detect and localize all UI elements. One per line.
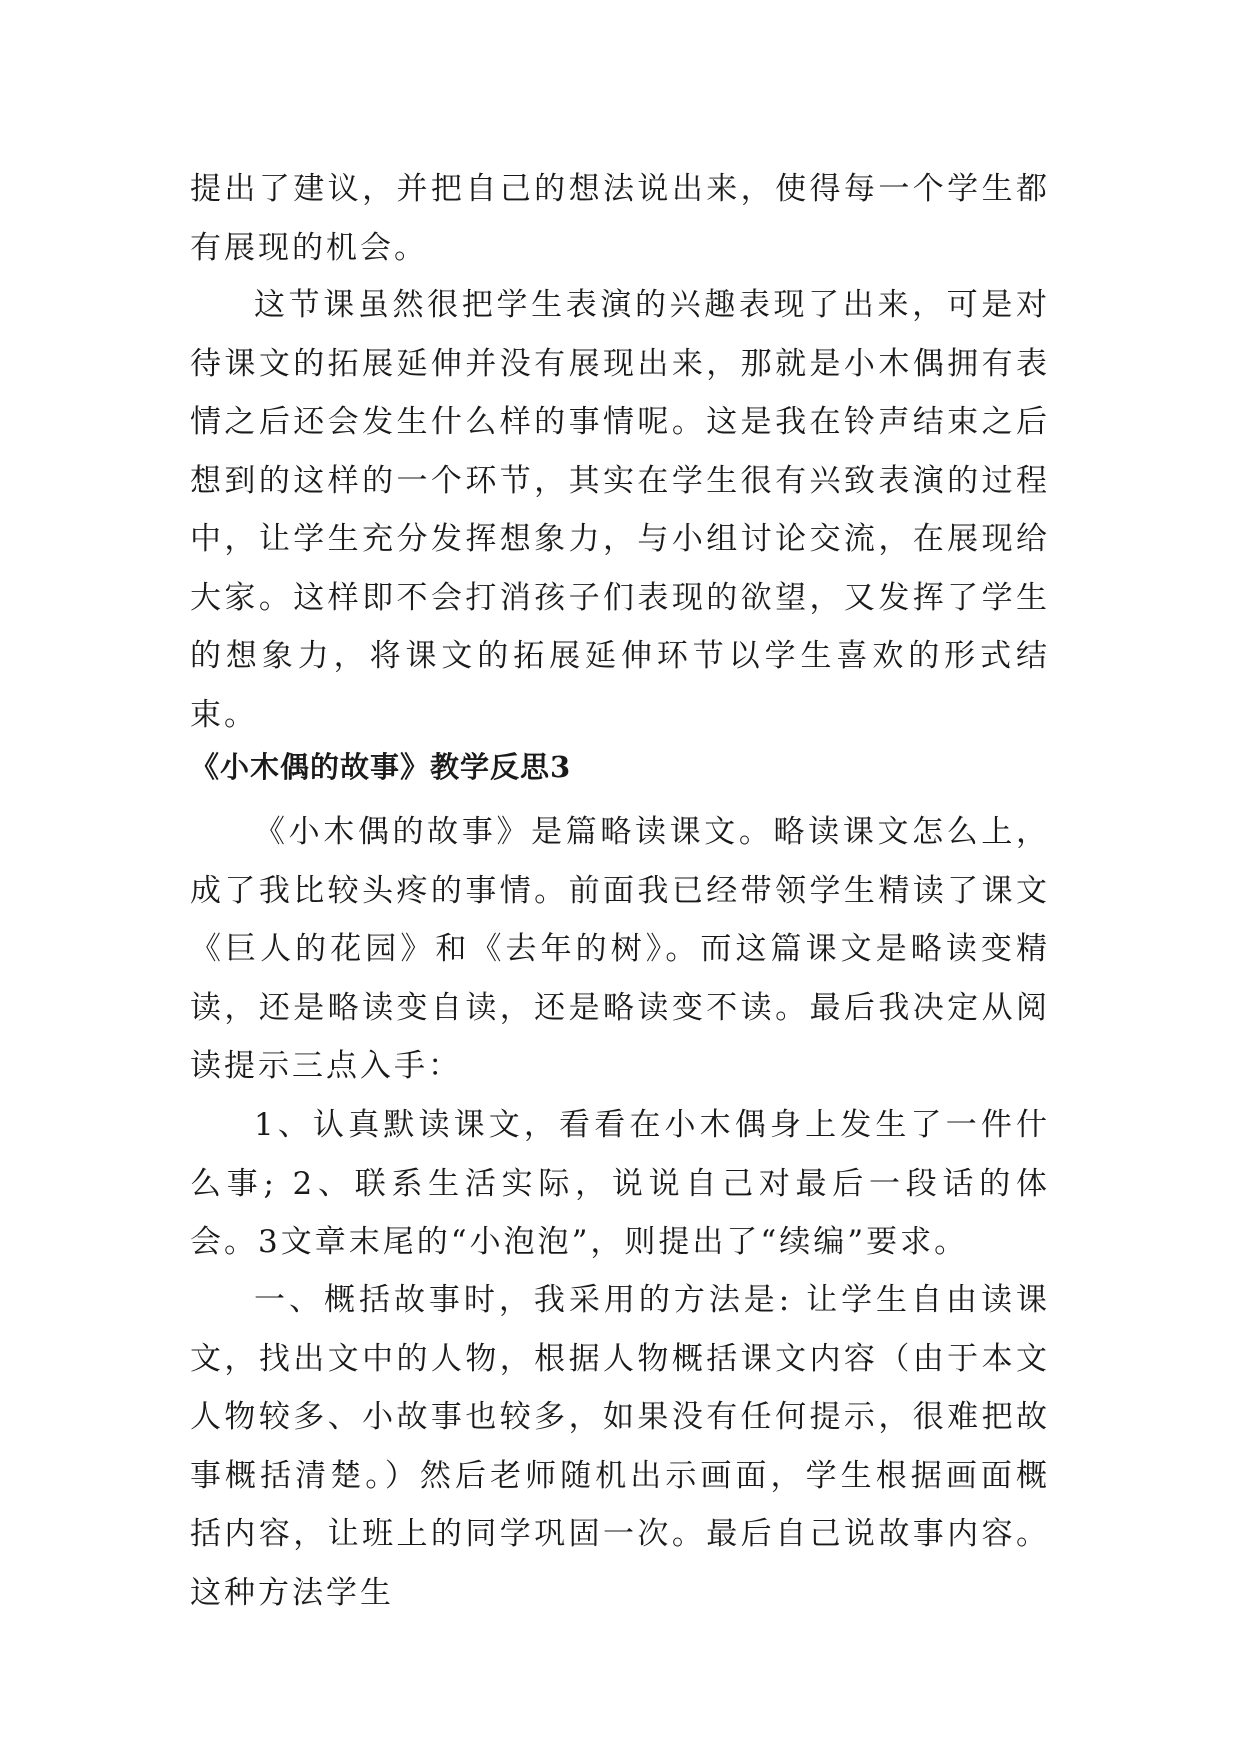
- section-title: 《小木偶的故事》教学反思3: [190, 750, 572, 784]
- paragraph-intro: 《小木偶的故事》是篇略读课文。略读课文怎么上，成了我比较头疼的事情。前面我已经带领学生精读了课文《巨人的花园》和《去年的树》。而这篇课文是略读变精读，还是略读变自读，还是略读变不读。最后我决定从阅读提示三点入手：: [190, 814, 1050, 1084]
- paragraph-reading-tips: 1、认真默读课文，看看在小木偶身上发生了一件什么事; 2、联系生活实际，说说自己对最后一段话的体会。3文章末尾的“小泡泡”，则提出了“续编”要求。: [190, 1107, 1050, 1260]
- paragraph-method: 一、概括故事时，我采用的方法是: 让学生自由读课文，找出文中的人物，根据人物概括课文内容（由于本文人物较多、小故事也较多，如果没有任何提示，很难把故事概括清楚。）然后老师随机出示画面，学生根据画面概括内容，让班上的同学巩固一次。最后自己说故事内容。这种方法学生: [190, 1282, 1050, 1611]
- paragraph-reflection: 这节课虽然很把学生表演的兴趣表现了出来，可是对待课文的拓展延伸并没有展现出来，那就是小木偶拥有表情之后还会发生什么样的事情呢。这是我在铃声结束之后想到的这样的一个环节，其实在学生很有兴致表演的过程中，让学生充分发挥想象力，与小组讨论交流，在展现给大家。这样即不会打消孩子们表现的欲望，又发挥了学生的想象力，将课文的拓展延伸环节以学生喜欢的形式结束。: [190, 287, 1050, 733]
- paragraph-continuation: 提出了建议，并把自己的想法说出来，使得每一个学生都有展现的机会。: [190, 171, 1050, 266]
